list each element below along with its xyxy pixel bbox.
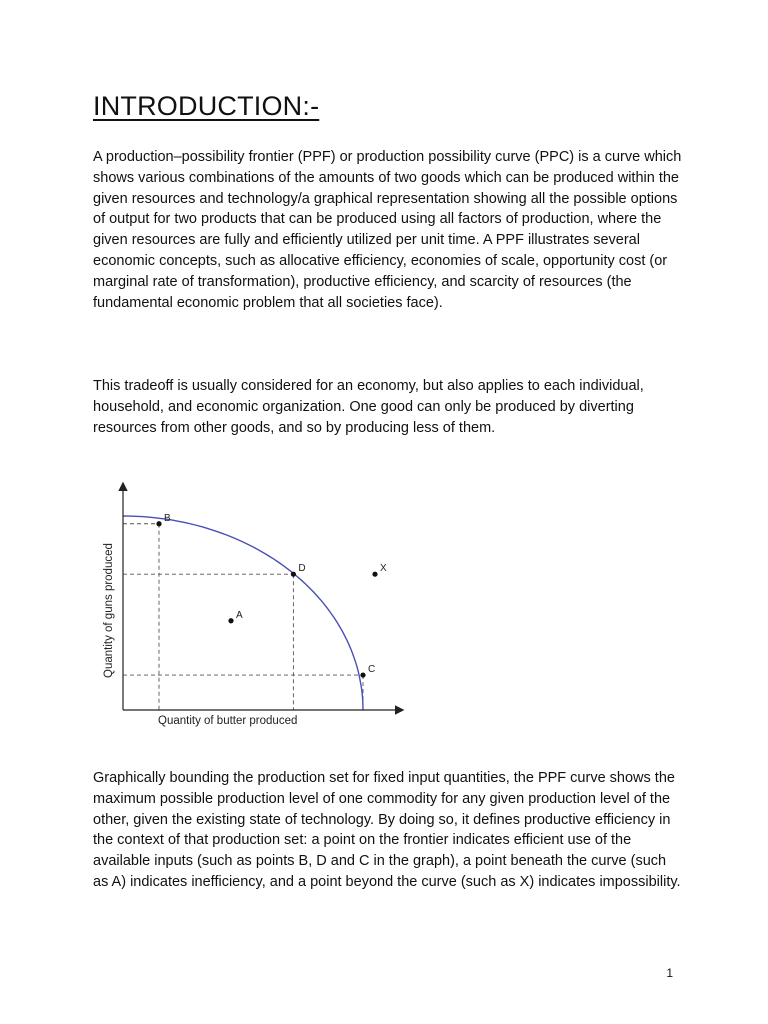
point-c bbox=[360, 672, 365, 677]
point-label-c: C bbox=[368, 664, 376, 676]
paragraph-definition: A production–possibility frontier (PPF) or production possibility curve (PPC) is a curve which shows various combinations of the amounts of two goods which can be produced within the given resources and technology/a graphical representation showing all the possible options of output for two products that can be produced using all factors of production, where the given resources are fully and efficiently utilized per unit time. A PPF illustrates several economic concepts, such as allocative efficiency, economies of scale, opportunity cost (or marginal rate of transformation), productive efficiency, and scarcity of resources (the fundamental economic problem that all societies face). bbox=[93, 149, 682, 311]
point-x bbox=[372, 572, 377, 577]
point-a bbox=[228, 618, 233, 623]
ppf-figure bbox=[90, 478, 420, 736]
point-label-a: A bbox=[236, 609, 243, 621]
page-heading: INTRODUCTION:- bbox=[93, 91, 320, 121]
point-d bbox=[291, 572, 296, 577]
x-axis-label: Quantity of butter produced bbox=[158, 715, 298, 727]
point-b bbox=[156, 521, 161, 526]
paragraph-tradeoff: This tradeoff is usually considered for an economy, but also applies to each individual, household, and economic organization. One good can only be produced by diverting resources from other goods, and so by producing less of them. bbox=[93, 378, 644, 436]
page-number: 1 bbox=[666, 966, 673, 980]
guide-lines bbox=[123, 524, 363, 710]
paragraph-efficiency: Graphically bounding the production set for fixed input quantities, the PPF curve shows the maximum possible production level of one commodity for any given production level of the other, given the existing state of technology. By doing so, it defines productive efficiency in the context of that production set: a point on the frontier indicates efficient use of the available inputs (such as points B, D and C in the graph), a point beneath the curve (such as A) indicates inefficiency, and a point beyond the curve (such as X) indicates impossibility. bbox=[93, 770, 681, 890]
point-label-x: X bbox=[380, 563, 387, 575]
point-label-d: D bbox=[298, 563, 306, 575]
y-axis-label: Quantity of guns produced bbox=[103, 543, 115, 678]
ppf-graph bbox=[90, 478, 420, 736]
point-label-b: B bbox=[164, 512, 171, 524]
